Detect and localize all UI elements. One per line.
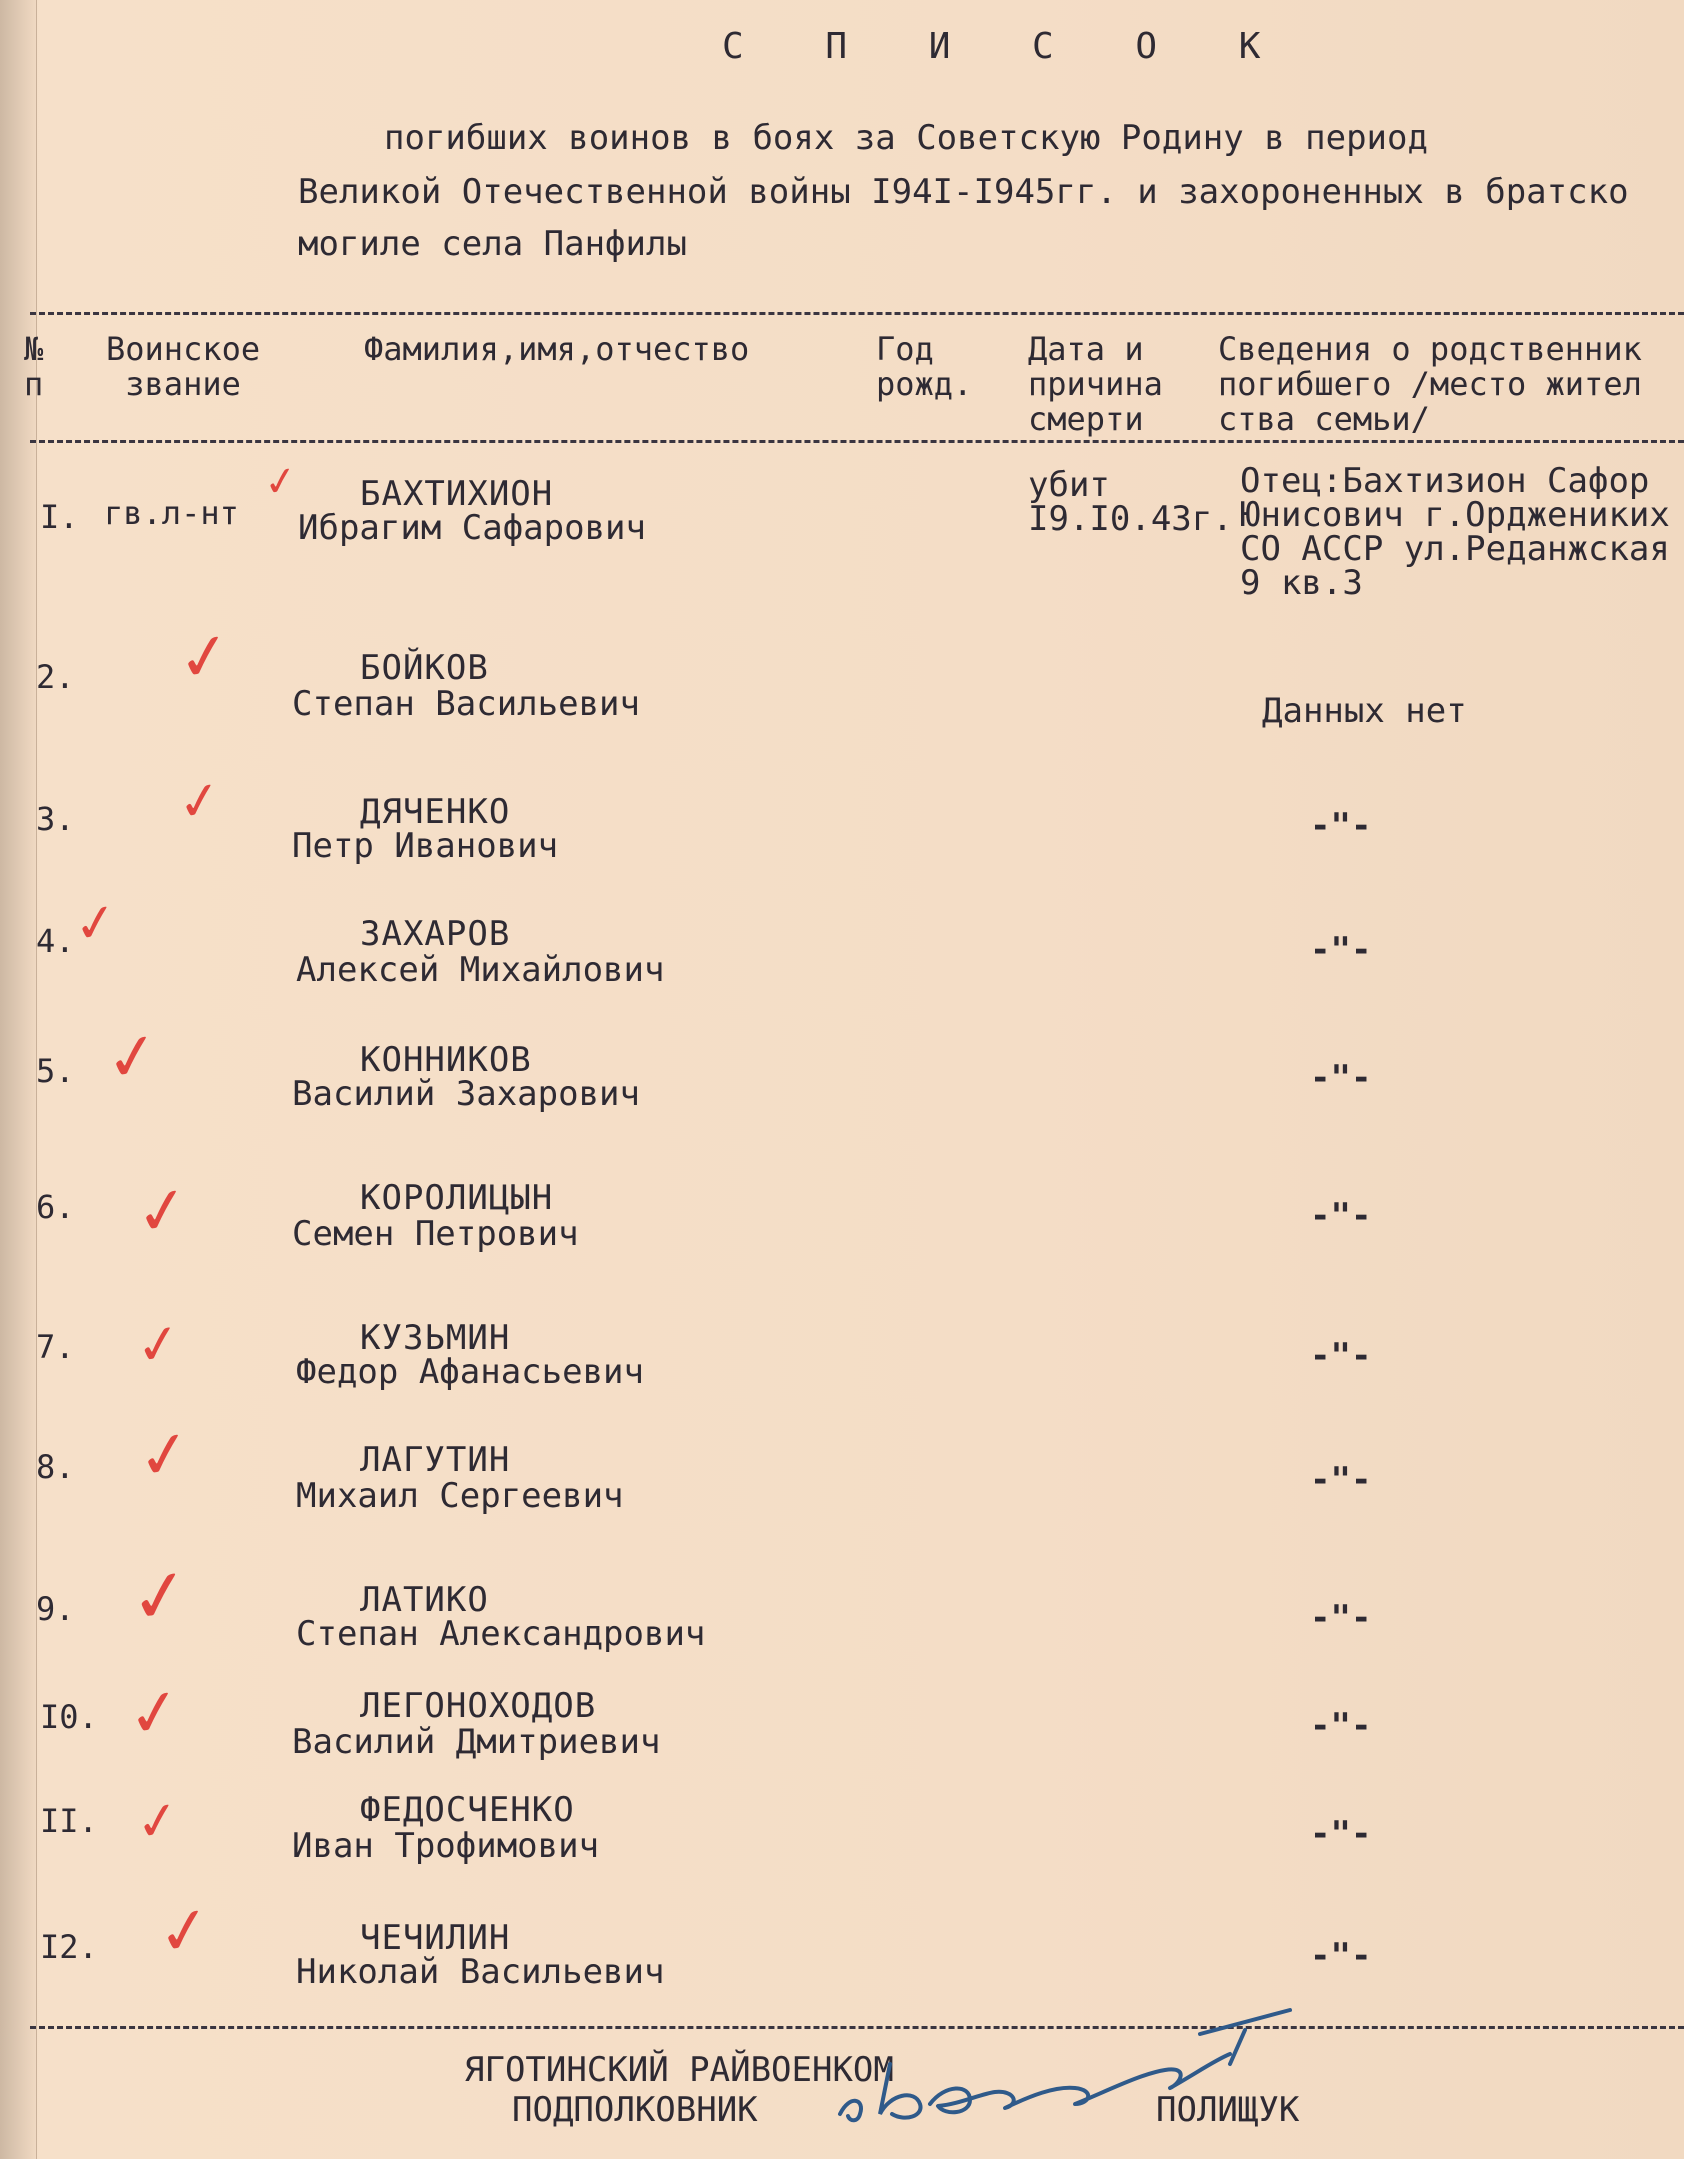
row-death-info	[1028, 465, 1233, 539]
check-mark-icon: ✓	[101, 1017, 165, 1099]
row-given-name: Василий Захарович	[292, 1074, 640, 1114]
check-mark-icon: ✓	[173, 617, 237, 699]
row-given-name: Иван Трофимович	[292, 1826, 600, 1866]
row-relatives-info: -"-	[1310, 1936, 1372, 1976]
row-given-name: Василий Дмитриевич	[292, 1722, 661, 1762]
row-relatives-info: -"-	[1310, 1598, 1372, 1638]
row-number: 9.	[36, 1590, 75, 1628]
row-surname: ЗАХАРОВ	[360, 914, 511, 954]
check-mark-icon: ✓	[260, 456, 301, 508]
row-given-name: Петр Иванович	[292, 826, 559, 866]
row-given-name: Семен Петрович	[292, 1214, 579, 1254]
header-rank-line-1: Воинское	[106, 330, 261, 368]
row-number: I0.	[40, 1698, 98, 1736]
check-mark-icon: ✓	[133, 1415, 197, 1497]
header-rank-line-2: звание	[125, 365, 241, 403]
header-top-rule	[30, 312, 1684, 315]
row-number: 2.	[36, 658, 75, 696]
row-relatives-line-1: Отец:Бахтизион Сафор	[1240, 461, 1650, 501]
header-death-line-1: Дата и	[1028, 330, 1144, 368]
row-surname: БОЙКОВ	[360, 648, 489, 688]
header-name	[364, 332, 749, 367]
row-given-name: Алексей Михайлович	[296, 950, 665, 990]
row-number: I2.	[40, 1928, 98, 1966]
header-relatives-line-2: погибшего /место жител	[1218, 365, 1642, 403]
row-relatives-info: -"-	[1310, 1706, 1372, 1746]
row-death-line-1: убит	[1028, 465, 1110, 505]
header-relatives	[1218, 332, 1642, 437]
row-relatives-info: Данных нет	[1262, 691, 1467, 731]
row-surname: КОРОЛИЦЫН	[360, 1178, 554, 1218]
header-name-line-1: Фамилия,имя,отчество	[364, 330, 750, 368]
row-relatives-info: -"-	[1310, 1336, 1372, 1376]
row-relatives-line-2: Юнисович г.Орджениких	[1240, 495, 1670, 535]
header-num	[24, 332, 43, 402]
row-surname: ДЯЧЕНКО	[360, 792, 511, 832]
row-number: 3.	[36, 800, 75, 838]
page-spine	[0, 0, 37, 2159]
row-death-line-2: I9.I0.43г.	[1028, 499, 1233, 539]
row-relatives-info: -"-	[1310, 806, 1372, 846]
row-relatives-info: -"-	[1310, 1814, 1372, 1854]
row-relatives-line-4: 9 кв.3	[1240, 563, 1363, 603]
row-relatives-info: -"-	[1310, 1460, 1372, 1500]
row-surname: БАХТИХИОН	[360, 474, 554, 514]
check-mark-icon: ✓	[153, 1891, 217, 1973]
row-number: 8.	[36, 1448, 75, 1486]
header-relatives-line-1: Сведения о родственник	[1218, 330, 1642, 368]
row-given-name: Ибрагим Сафарович	[298, 508, 646, 548]
check-mark-icon: ✓	[70, 891, 122, 957]
row-number: II.	[40, 1802, 98, 1840]
footer-office: ЯГОТИНСКИЙ РАЙВОЕНКОМ	[464, 2050, 894, 2090]
check-mark-icon: ✓	[132, 1789, 184, 1855]
subtitle-line-1: погибших воинов в боях за Советскую Родину в период	[384, 118, 1428, 158]
footer-rank: ПОДПОЛКОВНИК	[512, 2090, 758, 2130]
check-mark-icon: ✓	[174, 769, 226, 835]
header-birth-line-1: Год	[876, 330, 934, 368]
subtitle-line-3: могиле села Панфилы	[298, 224, 687, 264]
check-mark-icon: ✓	[131, 1171, 195, 1253]
row-given-name: Федор Афанасьевич	[296, 1352, 644, 1392]
row-given-name: Степан Александрович	[296, 1614, 706, 1654]
row-given-name: Михаил Сергеевич	[296, 1476, 624, 1516]
row-relatives-info: -"-	[1310, 1196, 1372, 1236]
row-given-name: Николай Васильевич	[296, 1952, 665, 1992]
row-surname: ЛАТИКО	[360, 1580, 489, 1620]
row-number: 5.	[36, 1052, 75, 1090]
row-surname: ЛЕГОНОХОДОВ	[360, 1686, 597, 1726]
subtitle-line-2: Великой Отечественной войны I94I-I945гг. и захороненных в братско	[298, 172, 1629, 212]
header-birth-line-2: рожд.	[876, 365, 973, 403]
row-number: 4.	[36, 922, 75, 960]
signature-icon	[820, 2004, 1340, 2144]
header-death-line-2: причина	[1028, 365, 1163, 403]
header-birth	[876, 332, 972, 402]
row-relatives-line-3: СО АССР ул.Реданжская	[1240, 529, 1670, 569]
footer-name: ПОЛИЩУК	[1156, 2090, 1300, 2130]
header-bottom-rule	[30, 440, 1684, 443]
row-surname: КУЗЬМИН	[360, 1318, 511, 1358]
row-relatives-info	[1240, 461, 1670, 603]
header-relatives-line-3: ства семьи/	[1218, 400, 1430, 438]
row-surname: ФЕДОСЧЕНКО	[360, 1790, 575, 1830]
row-relatives-info: -"-	[1310, 930, 1372, 970]
row-number: 6.	[36, 1188, 75, 1226]
row-relatives-info: -"-	[1310, 1058, 1372, 1098]
header-rank	[106, 332, 260, 402]
header-num-line-1: №	[24, 330, 44, 368]
document-title: С П И С О К	[722, 26, 1291, 67]
row-number: 7.	[36, 1328, 75, 1366]
row-surname: ЛАГУТИН	[360, 1440, 511, 1480]
check-mark-icon: ✓	[123, 1673, 187, 1755]
row-number: I.	[40, 498, 79, 536]
row-surname: КОННИКОВ	[360, 1040, 532, 1080]
header-num-line-2: п	[24, 365, 44, 403]
row-surname: ЧЕЧИЛИН	[360, 1918, 511, 1958]
header-death-line-3: смерти	[1028, 400, 1144, 438]
row-given-name: Степан Васильевич	[292, 684, 640, 724]
row-rank: гв.л-нт	[104, 494, 239, 532]
check-mark-icon: ✓	[124, 1550, 196, 1642]
header-death	[1028, 332, 1163, 437]
check-mark-icon: ✓	[131, 1310, 186, 1379]
